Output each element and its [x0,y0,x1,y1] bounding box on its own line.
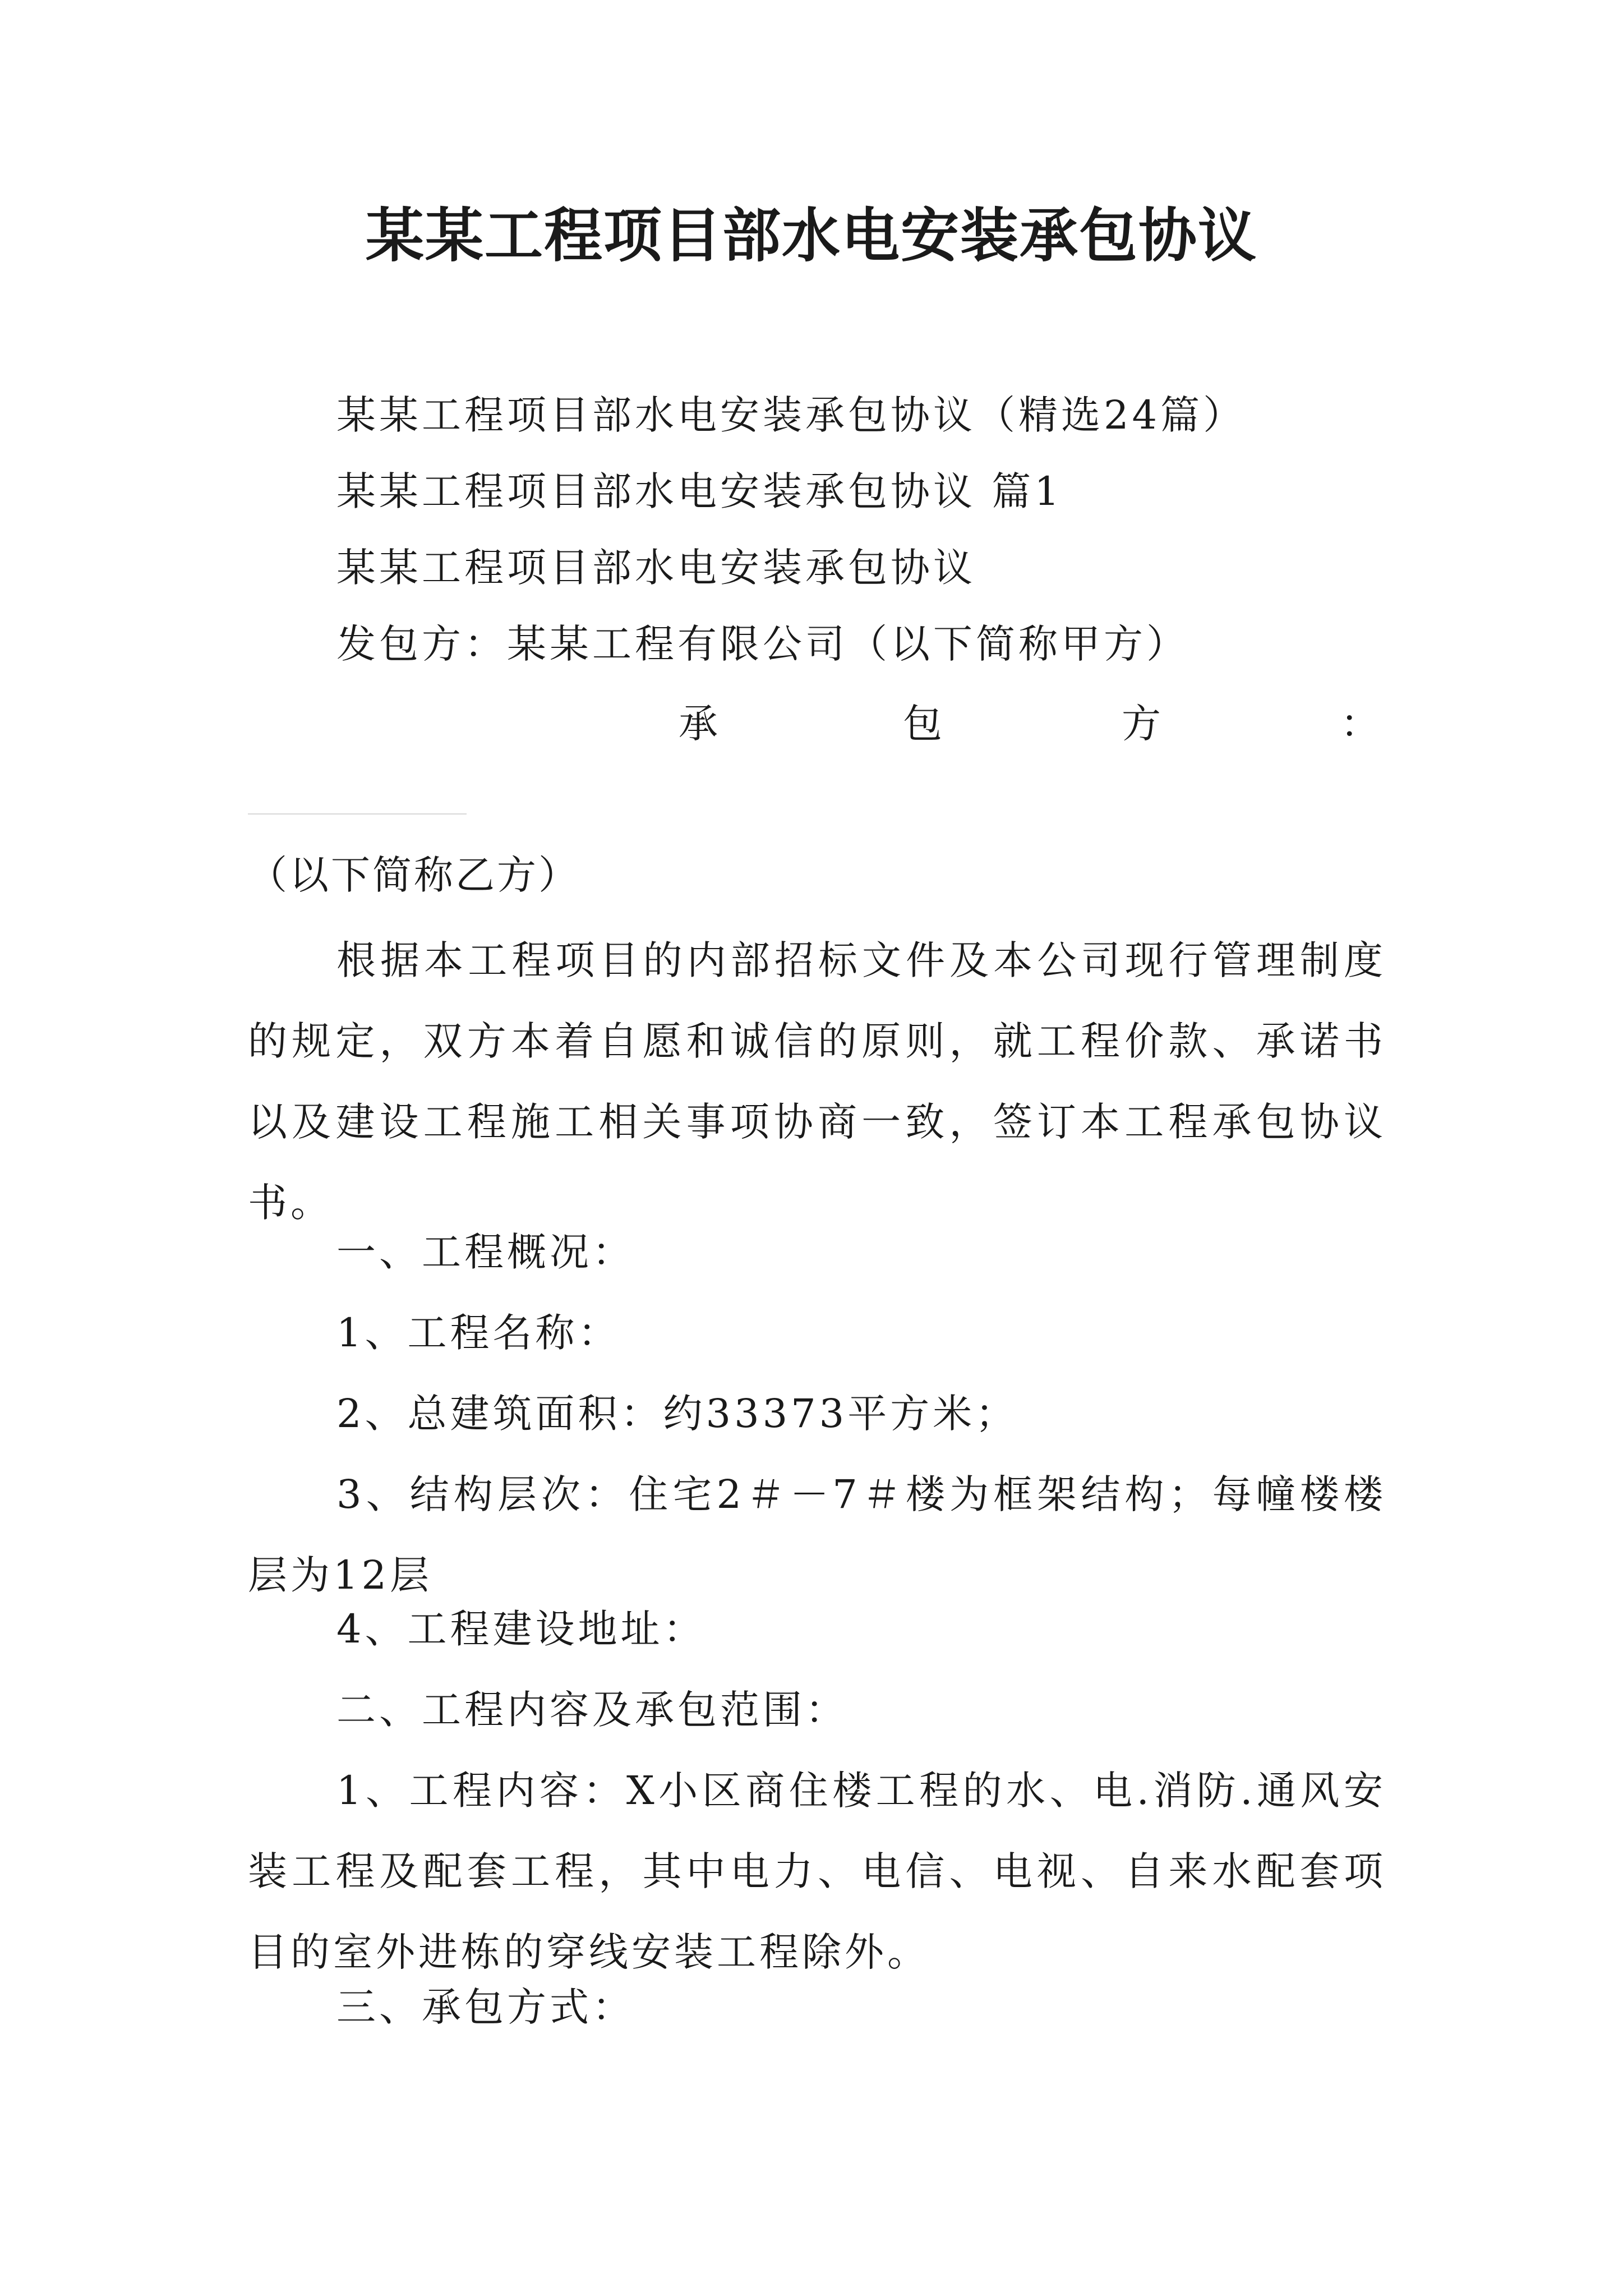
address-line: 4、工程建设地址： [336,1606,706,1652]
page-title: 某某工程项目部水电安装承包协议 [365,201,1257,270]
subtitle-selection: 某某工程项目部水电安装承包协议（精选24篇） [336,392,1246,438]
agreement-heading: 某某工程项目部水电安装承包协议 [336,545,976,591]
contractor-name-blank [248,813,467,815]
project-name-line: 1、工程名称： [336,1310,621,1356]
contractor-label-char: 方 [1122,701,1161,747]
intro-paragraph: 根据本工程项目的内部招标文件及本公司现行管理制度的规定，双方本着自愿和诚信的原则，就工程价款、承诺书以及建设工程施工相关事项协商一致，签订本工程承包协议书。 [248,937,1386,1226]
contractor-label-char: ： [1340,701,1380,747]
section-heading-3: 三、承包方式： [336,1984,635,2030]
structure-paragraph: 3、结构层次：住宅2＃－7＃楼为框架结构；每幢楼楼层为12层 [248,1471,1386,1598]
party-a-line: 发包方：某某工程有限公司（以下简称甲方） [336,621,1189,667]
subtitle-part-1: 某某工程项目部水电安装承包协议 篇1 [336,468,1063,514]
content-paragraph: 1、工程内容：X小区商住楼工程的水、电.消防.通风安装工程及配套工程，其中电力、电信、电视、自来水配套项目的室外进栋的穿线安装工程除外。 [248,1768,1386,1975]
section-heading-2: 二、工程内容及承包范围： [336,1687,848,1733]
section-heading-1: 一、工程概况： [336,1229,635,1275]
party-b-note: （以下简称乙方） [248,852,580,898]
contractor-label-char: 包 [903,701,942,747]
total-area-line: 2、总建筑面积：约33373平方米； [336,1391,1018,1437]
contractor-label-char: 承 [679,701,718,747]
